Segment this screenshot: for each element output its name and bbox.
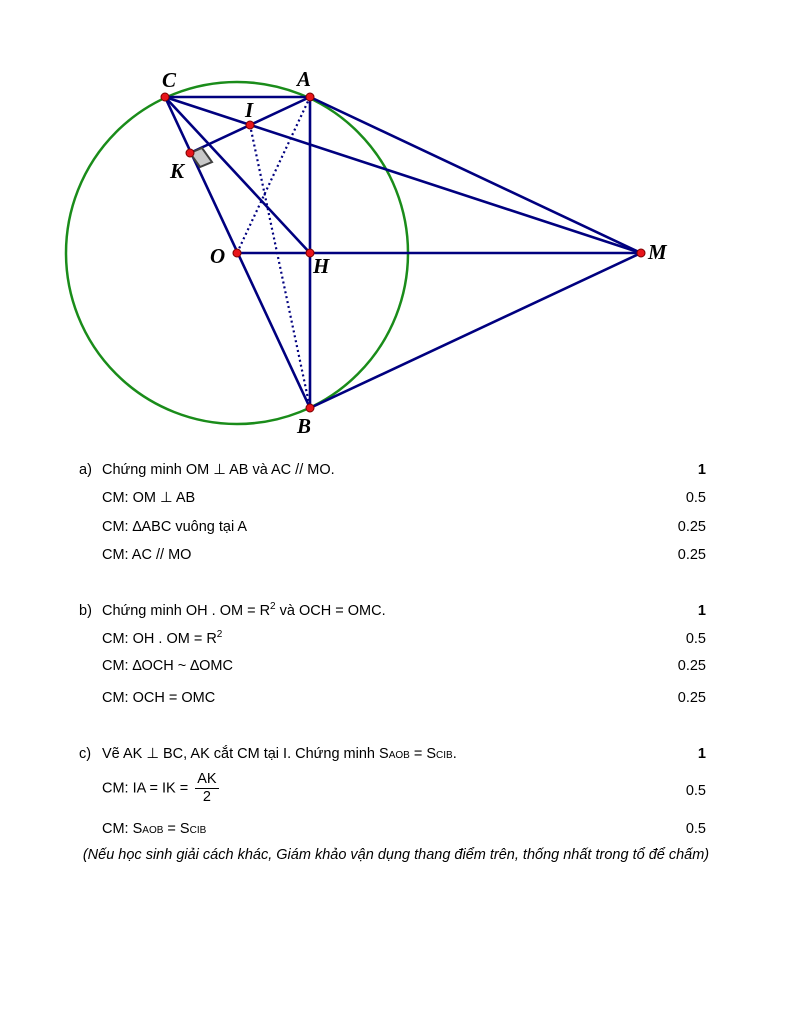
step-text-mid: = S (163, 821, 190, 837)
equals-sign: = (331, 603, 348, 619)
step-score: 0.25 (677, 519, 706, 535)
superscript: 2 (216, 629, 223, 640)
geometry-figure (0, 0, 792, 450)
part-a-number: a) (79, 462, 92, 478)
step-text-prefix: CM: S (102, 821, 143, 837)
point-k (186, 149, 194, 157)
angle-omc: OMC (181, 690, 216, 706)
point-m (637, 249, 645, 257)
label-o: O (210, 244, 226, 268)
statement-text-mid: = S (409, 746, 437, 762)
statement-end: . (381, 603, 386, 619)
subscript-cib: CIB (189, 825, 207, 836)
step-score: 0.25 (677, 658, 706, 674)
fraction-numerator: AK (197, 771, 217, 787)
point-o (233, 249, 241, 257)
statement-text: Vẽ AK ⊥ BC, AK cắt CM tại I. Chứng minh S (102, 746, 389, 762)
step-text (102, 820, 206, 840)
step-score: 0.5 (685, 821, 706, 837)
label-c: C (162, 68, 177, 92)
point-b (306, 404, 314, 412)
step-score: 0.25 (677, 547, 706, 563)
step-text: CM: AC // MO (102, 547, 192, 563)
angle-omc: OMC (347, 603, 382, 619)
point-c (161, 93, 169, 101)
step-score: 0.5 (685, 490, 706, 506)
step-text-main: CM: OH . OM = R (102, 631, 217, 647)
part-b-statement (102, 602, 386, 620)
step-text-prefix: CM: IA = IK = (102, 780, 193, 797)
statement-text-mid: và (275, 603, 299, 619)
label-k: K (170, 159, 185, 183)
grading-note: (Nếu học sinh giải cách khác, Giám khảo vận dụng thang điểm trên, thống nhất trong tổ để chấm) (82, 847, 710, 863)
segment-ib-dotted (250, 125, 310, 408)
point-i (246, 121, 254, 129)
label-a: A (297, 67, 312, 91)
part-c-number: c) (79, 746, 92, 762)
part-b-number: b) (79, 603, 92, 619)
segment-bm (310, 253, 641, 408)
label-b: B (297, 414, 312, 438)
label-h: H (313, 254, 330, 278)
subscript-cib: CIB (436, 750, 453, 761)
part-b-score: 1 (697, 603, 706, 619)
step-text (102, 771, 219, 806)
segment-am (310, 97, 641, 253)
step-text: CM: ∆ABC vuông tại A (102, 519, 248, 535)
fraction-denominator: 2 (202, 789, 211, 805)
part-a-score: 1 (697, 462, 706, 478)
label-i: I (245, 98, 254, 122)
part-a-statement: Chứng minh OM ⊥ AB và AC // MO. (102, 462, 335, 478)
step-text: CM: OM ⊥ AB (102, 490, 196, 506)
step-score: 0.5 (685, 783, 706, 799)
part-c-score: 1 (697, 746, 706, 762)
step-text-prefix: CM: (102, 690, 133, 706)
step-text (102, 689, 215, 707)
step-text (102, 630, 222, 648)
statement-text: Chứng minh OH . OM = R (102, 603, 271, 619)
subscript-aob: AOB (142, 825, 164, 836)
angle-och: OCH (132, 690, 165, 706)
step-text: CM: ∆OCH ~ ∆OMC (102, 658, 233, 674)
label-m: M (648, 240, 667, 264)
fraction (195, 771, 218, 806)
equals-sign: = (164, 690, 182, 706)
angle-och: OCH (298, 603, 332, 619)
point-a (306, 93, 314, 101)
part-c-step-1 (0, 771, 792, 809)
step-score: 0.25 (677, 690, 706, 706)
step-score: 0.5 (685, 631, 706, 647)
part-c-statement (102, 745, 457, 765)
superscript: 2 (270, 601, 276, 612)
statement-end: . (452, 746, 457, 762)
subscript-aob: AOB (388, 750, 410, 761)
